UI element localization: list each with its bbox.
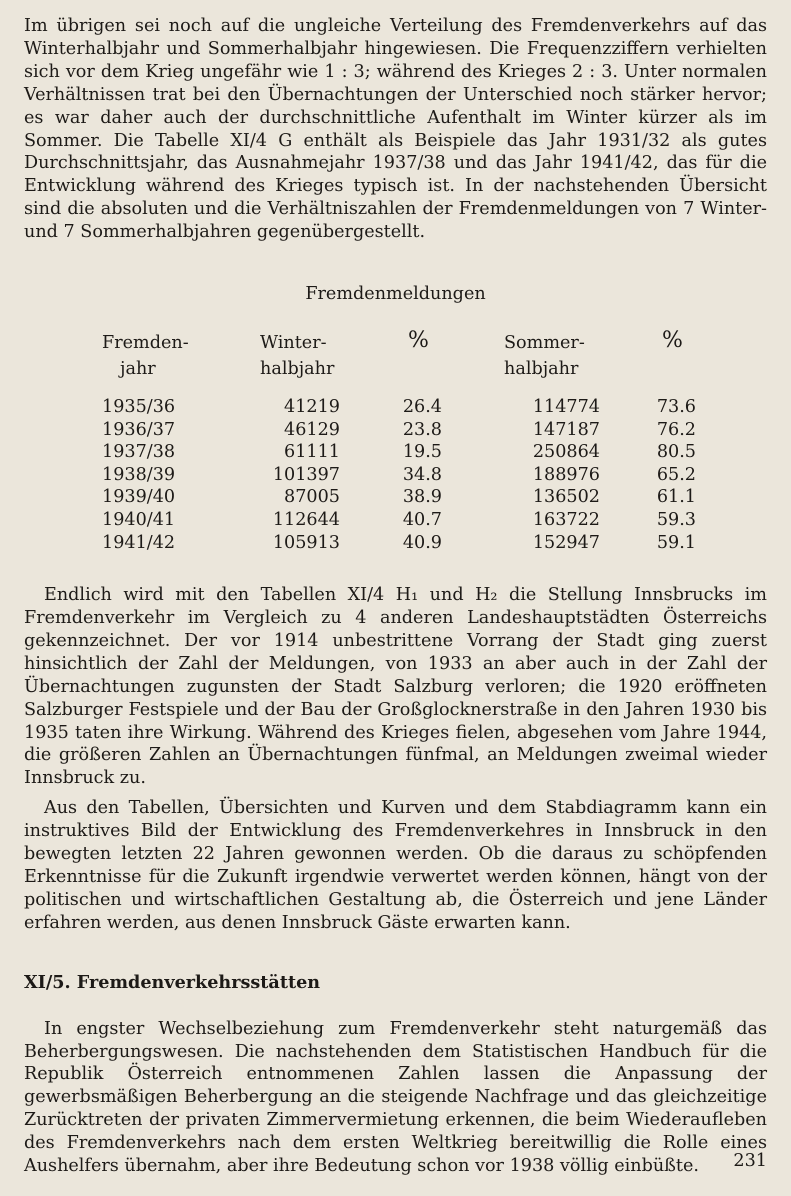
cell-summer-percent: 61.1 (656, 487, 696, 508)
header-sommerhalbjahr-line2: halbjahr (504, 359, 579, 380)
cell-winter-percent: 40.7 (402, 510, 442, 531)
cell-summer-percent: 65.2 (656, 464, 696, 485)
cell-winter: 101397 (272, 464, 340, 485)
cell-winter-percent: 34.8 (402, 464, 442, 485)
cell-summer-percent: 59.1 (656, 532, 696, 553)
header-winter-percent: % (408, 328, 429, 354)
cell-year: 1941/42 (102, 532, 176, 553)
cell-winter-percent: 40.9 (402, 532, 442, 553)
cell-winter-percent: 23.8 (402, 419, 442, 440)
table-body (24, 396, 767, 554)
table-row (24, 464, 767, 487)
cell-summer: 163722 (532, 510, 600, 531)
cell-year: 1937/38 (102, 442, 176, 463)
cell-summer-percent: 80.5 (656, 442, 696, 463)
cell-winter-percent: 26.4 (402, 397, 442, 418)
section-heading: XI/5. Fremdenverkehrsstätten (24, 971, 321, 993)
cell-winter: 87005 (284, 487, 340, 508)
table-row (24, 441, 767, 464)
cell-winter: 41219 (284, 397, 340, 418)
cell-summer-percent: 76.2 (656, 419, 696, 440)
paragraph-beherbergung: In engster Wechselbeziehung zum Fremdenverkehr steht naturgemäß das Beherbergungswesen. Die nachstehenden dem Statistischen Handbuch für die Republik Österreich entnommenen Zahlen lassen die Anpassung der gewerbsmäßigen Beherbergung an die steigende Nachfrage und das gleichzeitige Zurücktreten der privaten Zimmervermietung erkennen, die beim Wiederaufleben des Fremdenverkehrs nach dem ersten Weltkrieg bereitwillig die Rolle eines Aushelfers übernahm, aber ihre Bedeutung schon vor 1938 völlig einbüßte. (24, 1018, 767, 1177)
cell-year: 1940/41 (102, 510, 176, 531)
header-summer-percent: % (662, 328, 683, 354)
cell-winter: 112644 (272, 510, 340, 531)
cell-summer: 188976 (532, 464, 600, 485)
table-row (24, 486, 767, 509)
cell-year: 1939/40 (102, 487, 176, 508)
header-winterhalbjahr-line1: Winter- (260, 333, 327, 354)
cell-winter: 105913 (272, 532, 340, 553)
cell-year: 1936/37 (102, 419, 176, 440)
table-row (24, 419, 767, 442)
cell-winter-percent: 38.9 (402, 487, 442, 508)
header-fremdenjahr-line1: Fremden- (102, 333, 189, 354)
cell-summer-percent: 59.3 (656, 510, 696, 531)
paragraph-conclusion: Aus den Tabellen, Übersichten und Kurven und dem Stabdiagramm kann ein instruktives Bild der Entwicklung des Fremdenverkehres in Innsbruck in den bewegten letzten 22 Jahren gewonnen werden. Ob die daraus zu schöpfenden Erkenntnisse für die Zukunft irgendwie verwertet werden können, hängt von der politischen und wirtschaftlichen Gestaltung ab, die Österreich und jene Länder erfahren werden, aus denen Innsbruck Gäste erwarten kann. (24, 798, 767, 933)
cell-summer: 250864 (532, 442, 600, 463)
cell-year: 1935/36 (102, 397, 176, 418)
cell-summer: 136502 (532, 487, 600, 508)
paragraph-innsbruck-comparison: Endlich wird mit den Tabellen XI/4 H₁ und H₂ die Stellung Innsbrucks im Fremdenverkehr im Vergleich zu 4 anderen Landeshauptstädten Österreichs gekennzeichnet. Der vor 1914 unbestrittene Vorrang der Stadt ging zuerst hinsichtlich der Zahl der Meldungen, von 1933 an aber auch in der Zahl der Übernachtungen zugunsten der Stadt Salzburg verloren; die 1920 eröffneten Salzburger Festspiele und der Bau der Großglocknerstraße in den Jahren 1930 bis 1935 taten ihre Wirkung. Während des Krieges fielen, abgesehen vom Jahre 1944, die größeren Zahlen an Übernachtungen fünfmal, an Meldungen zweimal wieder Innsbruck zu. (24, 585, 767, 789)
fremdenmeldungen-table (24, 284, 767, 553)
header-fremdenjahr-line2: jahr (120, 359, 156, 380)
cell-winter: 46129 (284, 419, 340, 440)
cell-summer-percent: 73.6 (656, 397, 696, 418)
header-winterhalbjahr-line2: halbjahr (260, 359, 335, 380)
cell-winter-percent: 19.5 (402, 442, 442, 463)
cell-winter: 61111 (284, 442, 340, 463)
table-row (24, 509, 767, 532)
header-sommerhalbjahr-line1: Sommer- (504, 333, 585, 354)
cell-summer: 147187 (532, 419, 600, 440)
table-row (24, 396, 767, 419)
intro-paragraph: Im übrigen sei noch auf die ungleiche Verteilung des Fremdenverkehrs auf das Winterhalbjahr und Sommerhalbjahr hingewiesen. Die Frequenzziffern verhielten sich vor dem Krieg ungefähr wie 1 : 3; während des Krieges 2 : 3. Unter normalen Verhältnissen trat bei den Übernachtungen der Unterschied noch stärker hervor; es war daher auch der durchschnittliche Aufenthalt im Winter kürzer als im Sommer. Die Tabelle XI/4 G enthält als Beispiele das Jahr 1931/32 als gutes Durchschnittsjahr, das Ausnahmejahr 1937/38 und das Jahr 1941/42, das für die Entwicklung während des Krieges typisch ist. In der nachstehenden Übersicht sind die absoluten und die Verhältniszahlen der Fremdenmeldungen von 7 Winter- und 7 Sommerhalbjahren gegenübergestellt. (24, 16, 767, 243)
cell-summer: 152947 (532, 532, 600, 553)
table-title: Fremdenmeldungen (305, 284, 486, 305)
table-row (24, 532, 767, 555)
page-number: 231 (733, 1151, 767, 1171)
cell-summer: 114774 (532, 397, 600, 418)
cell-year: 1938/39 (102, 464, 176, 485)
